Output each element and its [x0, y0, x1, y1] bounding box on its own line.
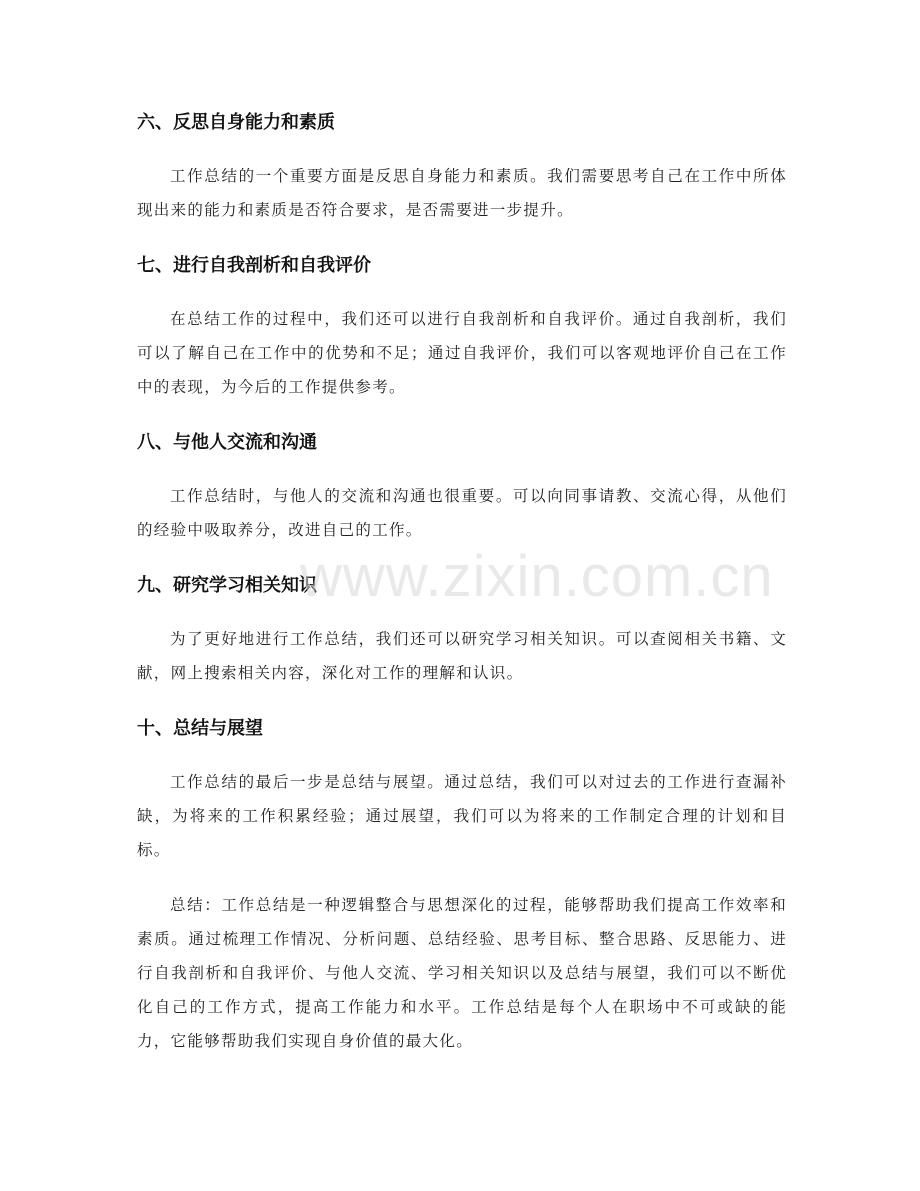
- section-paragraph-9: 为了更好地进行工作总结，我们还可以研究学习相关知识。可以查阅相关书籍、文献，网上搜索相关内容，深化对工作的理解和认识。: [137, 630, 787, 682]
- section-paragraph-8: 工作总结时，与他人的交流和沟通也很重要。可以向同事请教、交流心得，从他们的经验中吸取养分，改进自己的工作。: [137, 487, 787, 539]
- watermark-text: www.zixin.com.cn: [300, 544, 774, 609]
- section-paragraph-6: 工作总结的一个重要方面是反思自身能力和素质。我们需要思考自己在工作中所体现出来的能力和素质是否符合要求，是否需要进一步提升。: [137, 167, 787, 219]
- section-heading-7: 七、进行自我剖析和自我评价: [137, 255, 371, 276]
- summary-paragraph: 总结：工作总结是一种逻辑整合与思想深化的过程，能够帮助我们提高工作效率和素质。通过梳理工作情况、分析问题、总结经验、思考目标、整合思路、反思能力、进行自我剖析和自我评价、与他人交流、学习相关知识以及总结与展望，我们可以不断优化自己的工作方式，提高工作能力和水平。工作总结是每个人在职场中不可或缺的能力，它能够帮助我们实现自身价值的最大化。: [137, 896, 787, 1050]
- section-paragraph-10: 工作总结的最后一步是总结与展望。通过总结，我们可以对过去的工作进行查漏补缺，为将来的工作积累经验；通过展望，我们可以为将来的工作制定合理的计划和目标。: [137, 773, 787, 859]
- section-heading-8: 八、与他人交流和沟通: [137, 432, 317, 453]
- section-heading-9: 九、研究学习相关知识: [137, 575, 317, 596]
- section-heading-10: 十、总结与展望: [137, 718, 263, 739]
- document-body: [137, 106, 787, 1079]
- section-heading-6: 六、反思自身能力和素质: [137, 112, 335, 133]
- section-paragraph-7: 在总结工作的过程中，我们还可以进行自我剖析和自我评价。通过自我剖析，我们可以了解自己在工作中的优势和不足；通过自我评价，我们可以客观地评价自己在工作中的表现，为今后的工作提供参考。: [137, 310, 787, 396]
